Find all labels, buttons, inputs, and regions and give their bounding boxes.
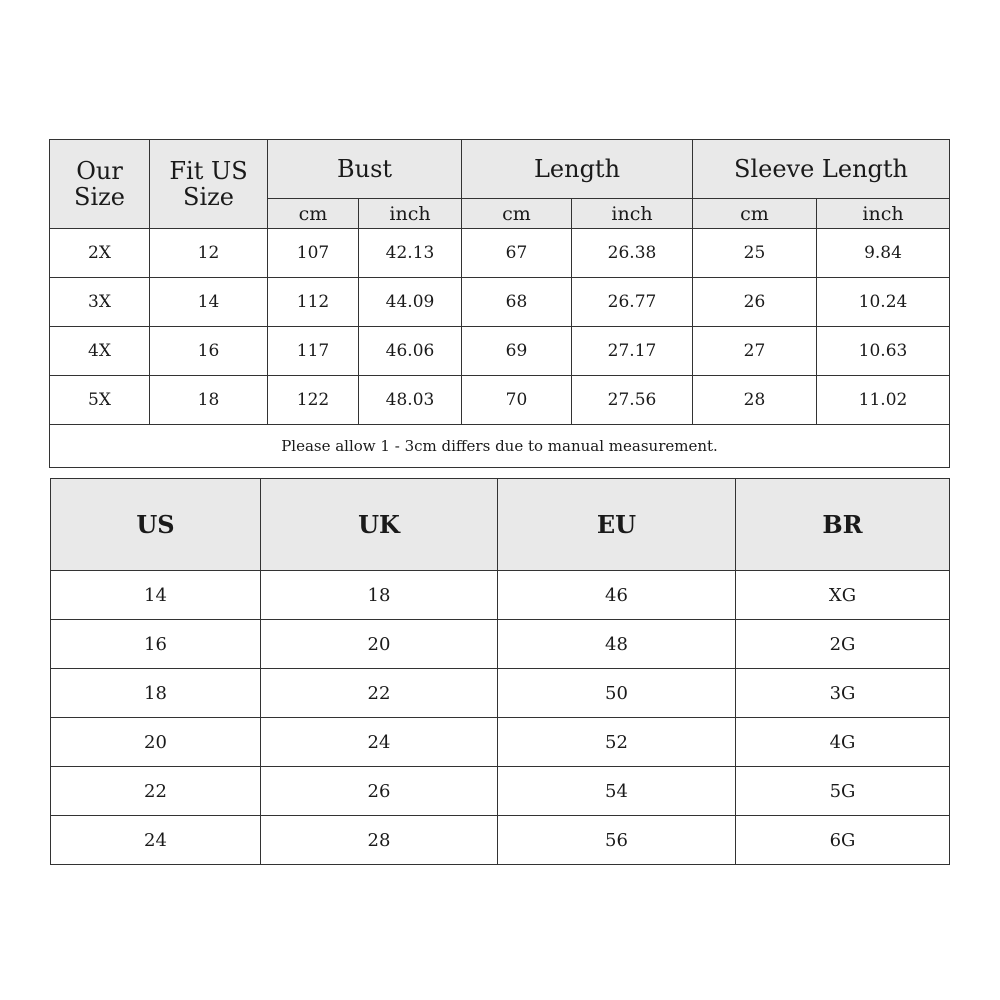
table-row — [51, 767, 950, 816]
subheader-length-cm: cm — [462, 199, 572, 229]
cell-uk: 22 — [261, 669, 498, 718]
header-us: US — [51, 479, 261, 571]
cell-br: 6G — [736, 816, 950, 865]
cell-length-cm: 68 — [462, 278, 572, 327]
cell-br: 5G — [736, 767, 950, 816]
cell-fit-us-size: 12 — [150, 229, 268, 278]
cell-us: 16 — [51, 620, 261, 669]
cell-bust-inch: 46.06 — [359, 327, 462, 376]
cell-br: 3G — [736, 669, 950, 718]
subheader-bust-inch: inch — [359, 199, 462, 229]
header-fit-us-size: Fit US Size — [150, 140, 268, 229]
cell-bust-inch: 44.09 — [359, 278, 462, 327]
cell-sleeve-inch: 11.02 — [817, 376, 950, 425]
header-uk: UK — [261, 479, 498, 571]
subheader-length-inch: inch — [572, 199, 693, 229]
table-row — [50, 229, 950, 278]
cell-length-inch: 27.56 — [572, 376, 693, 425]
cell-length-cm: 67 — [462, 229, 572, 278]
cell-us: 18 — [51, 669, 261, 718]
cell-length-inch: 27.17 — [572, 327, 693, 376]
cell-uk: 20 — [261, 620, 498, 669]
cell-fit-us-size: 18 — [150, 376, 268, 425]
cell-sleeve-inch: 10.63 — [817, 327, 950, 376]
measurement-note: Please allow 1 - 3cm differs due to manual measurement. — [50, 425, 950, 468]
header-bust: Bust — [268, 140, 462, 199]
cell-sleeve-inch: 10.24 — [817, 278, 950, 327]
cell-sleeve-cm: 25 — [693, 229, 817, 278]
cell-our-size: 3X — [50, 278, 150, 327]
cell-sleeve-cm: 27 — [693, 327, 817, 376]
cell-sleeve-inch: 9.84 — [817, 229, 950, 278]
table-row — [51, 571, 950, 620]
cell-bust-cm: 107 — [268, 229, 359, 278]
header-eu: EU — [498, 479, 736, 571]
table-row — [50, 278, 950, 327]
cell-sleeve-cm: 26 — [693, 278, 817, 327]
cell-length-inch: 26.38 — [572, 229, 693, 278]
cell-uk: 18 — [261, 571, 498, 620]
cell-eu: 50 — [498, 669, 736, 718]
cell-eu: 54 — [498, 767, 736, 816]
cell-our-size: 4X — [50, 327, 150, 376]
cell-us: 14 — [51, 571, 261, 620]
header-our-size: Our Size — [50, 140, 150, 229]
cell-our-size: 2X — [50, 229, 150, 278]
cell-fit-us-size: 14 — [150, 278, 268, 327]
cell-length-cm: 70 — [462, 376, 572, 425]
cell-length-cm: 69 — [462, 327, 572, 376]
cell-length-inch: 26.77 — [572, 278, 693, 327]
cell-uk: 26 — [261, 767, 498, 816]
cell-bust-inch: 48.03 — [359, 376, 462, 425]
cell-us: 24 — [51, 816, 261, 865]
cell-us: 20 — [51, 718, 261, 767]
table-row — [51, 669, 950, 718]
cell-br: 2G — [736, 620, 950, 669]
header-length: Length — [462, 140, 693, 199]
table-row — [50, 376, 950, 425]
cell-bust-inch: 42.13 — [359, 229, 462, 278]
cell-fit-us-size: 16 — [150, 327, 268, 376]
size-chart-table — [49, 139, 950, 468]
cell-br: XG — [736, 571, 950, 620]
cell-uk: 24 — [261, 718, 498, 767]
subheader-bust-cm: cm — [268, 199, 359, 229]
cell-eu: 46 — [498, 571, 736, 620]
size-conversion-table — [50, 478, 950, 865]
cell-eu: 48 — [498, 620, 736, 669]
cell-bust-cm: 117 — [268, 327, 359, 376]
cell-bust-cm: 122 — [268, 376, 359, 425]
table-row — [50, 327, 950, 376]
cell-eu: 52 — [498, 718, 736, 767]
cell-sleeve-cm: 28 — [693, 376, 817, 425]
table-row — [51, 816, 950, 865]
cell-our-size: 5X — [50, 376, 150, 425]
table-row — [51, 718, 950, 767]
table-row — [51, 620, 950, 669]
cell-br: 4G — [736, 718, 950, 767]
header-sleeve-length: Sleeve Length — [693, 140, 950, 199]
header-br: BR — [736, 479, 950, 571]
cell-us: 22 — [51, 767, 261, 816]
subheader-sleeve-cm: cm — [693, 199, 817, 229]
cell-bust-cm: 112 — [268, 278, 359, 327]
subheader-sleeve-inch: inch — [817, 199, 950, 229]
cell-uk: 28 — [261, 816, 498, 865]
cell-eu: 56 — [498, 816, 736, 865]
